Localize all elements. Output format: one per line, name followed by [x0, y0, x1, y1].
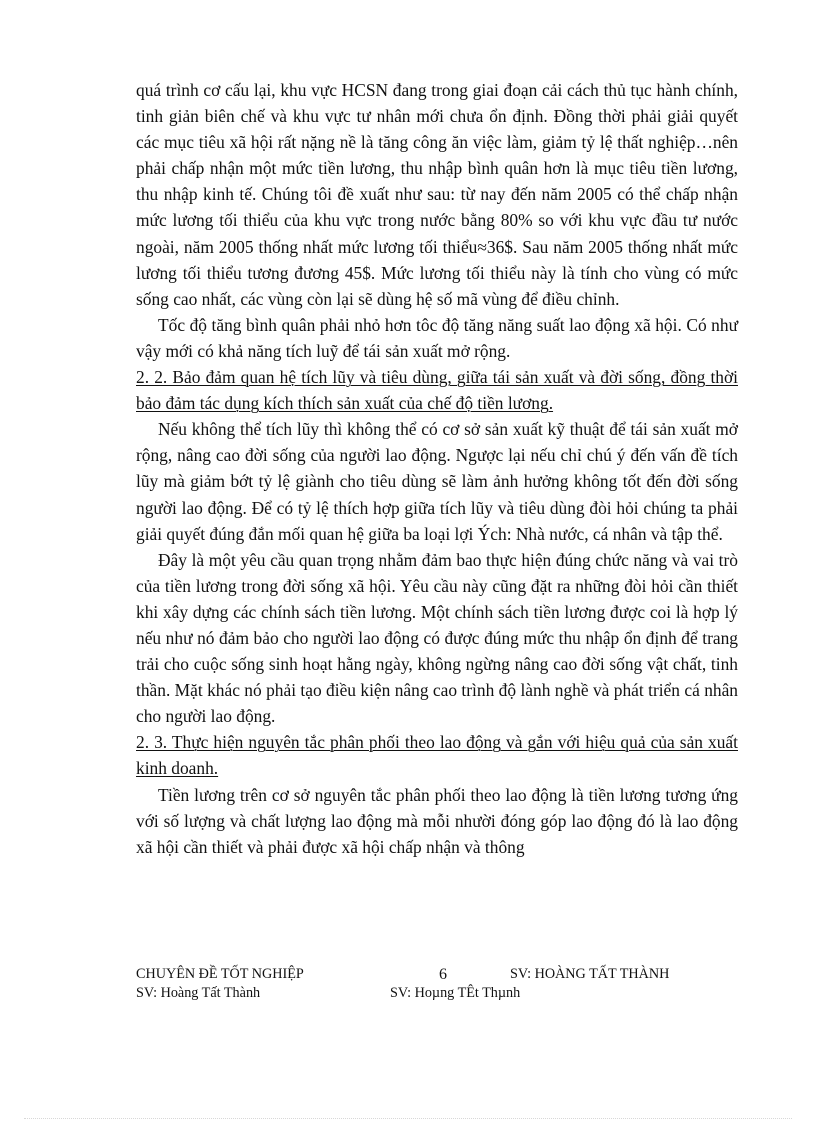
paragraph-distribution: Tiền lương trên cơ sở nguyên tắc phân phối theo lao động là tiền lương tương ứng với số lượng và chất lượng lao động mà mỗi nhười đóng góp lao động đó là lao động xã hội cần thiết và phải được xã hội chấp nhận và thông — [136, 784, 738, 857]
footer-author-upper: SV: HOÀNG TẤT THÀNH — [510, 966, 670, 982]
section-heading-2-3: 2. 3. Thực hiện nguyên tắc phân phối theo lao động và gắn với hiệu quả của sản xuất kinh doanh. — [136, 732, 738, 779]
page-bottom-divider — [24, 1118, 792, 1119]
paragraph-growth-rate: Tốc độ tăng bình quân phải nhỏ hơn tôc độ tăng năng suất lao động xã hội. Có như vậy mới có khả năng tích luỹ để tái sản xuất mở rộng. — [136, 314, 738, 361]
paragraph-requirement: Đây là một yêu cầu quan trọng nhằm đảm bao thực hiện đúng chức năng và vai trò của tiền lương trong đời sống xã hội. Yêu cầu này cũng đặt ra những đòi hỏi cần thiết khi xây dựng các chính sách tiền lương. Một chính sách tiền lương được coi là hợp lý nếu như nó đảm bảo cho người lao động có được đúng mức thu nhập ổn định để trang trải cho cuộc sống sinh hoạt hằng ngày, không ngừng nâng cao đời sống vật chất, tinh thần. Mặt khác nó phải tạo điều kiện nâng cao trình độ lành nghề và phát triển cá nhân cho người lao động. — [136, 549, 738, 727]
footer-title: CHUYÊN ĐỀ TỐT NGHIỆP — [136, 966, 304, 982]
footer-author: SV: Hoàng Tất Thành — [136, 985, 261, 1001]
paragraph-accumulation: Nếu không thể tích lũy thì không thể có cơ sở sản xuất kỹ thuật để tái sản xuất mở rộng, nâng cao đời sống của người lao động. Ngược lại nếu chỉ chú ý đến vấn đề tích lũy mà giảm bớt tỷ lệ giành cho tiêu dùng sẽ làm ảnh hưởng không tốt đến đời sống người lao động. Để có tỷ lệ thích hợp giữa tích lũy và tiêu dùng đòi hỏi chúng ta phải giải quyết đúng đắn mối quan hệ giữa ba loại lợi Ých: Nhà nước, cá nhân và tập thể. — [136, 419, 738, 544]
paragraph-continued: quá trình cơ cấu lại, khu vực HCSN đang trong giai đoạn cải cách thủ tục hành chính, tinh giản biên chế và khu vực tư nhân mới chưa ổn định. Đồng thời phải giải quyết các mục tiêu xã hội rất nặng nề là tăng công ăn việc làm, giảm tỷ lệ thất nghiệp…nên phải chấp nhận một mức tiền lương, thu nhập bình quân hơn là mục tiêu tiền lương, thu nhập kinh tế. Chúng tôi đề xuất như sau: từ nay đến năm 2005 có thể chấp nhận mức lương tối thiểu của khu vực trong nước bằng 80% so với khu vực đầu tư nước ngoài, năm 2005 thống nhất mức lương tối thiểu≈36$. Sau năm 2005 thống nhất mức lương tối thiểu tương đương 45$. Mức lương tối thiểu này là tính cho vùng có mức sống cao nhất, các vùng còn lại sẽ dùng hệ số mã vùng để điều chỉnh. — [136, 80, 738, 309]
body-text — [136, 77, 738, 860]
page-number: 6 — [439, 966, 447, 983]
footer-author-garbled: SV: Hoµng TÊt Thµnh — [390, 985, 521, 1001]
section-heading-2-2: 2. 2. Bảo đảm quan hệ tích lũy và tiêu dùng, giữa tái sản xuất và đời sống, đồng thời bảo đảm tác dụng kích thích sản xuất của chế độ tiền lương. — [136, 367, 738, 414]
